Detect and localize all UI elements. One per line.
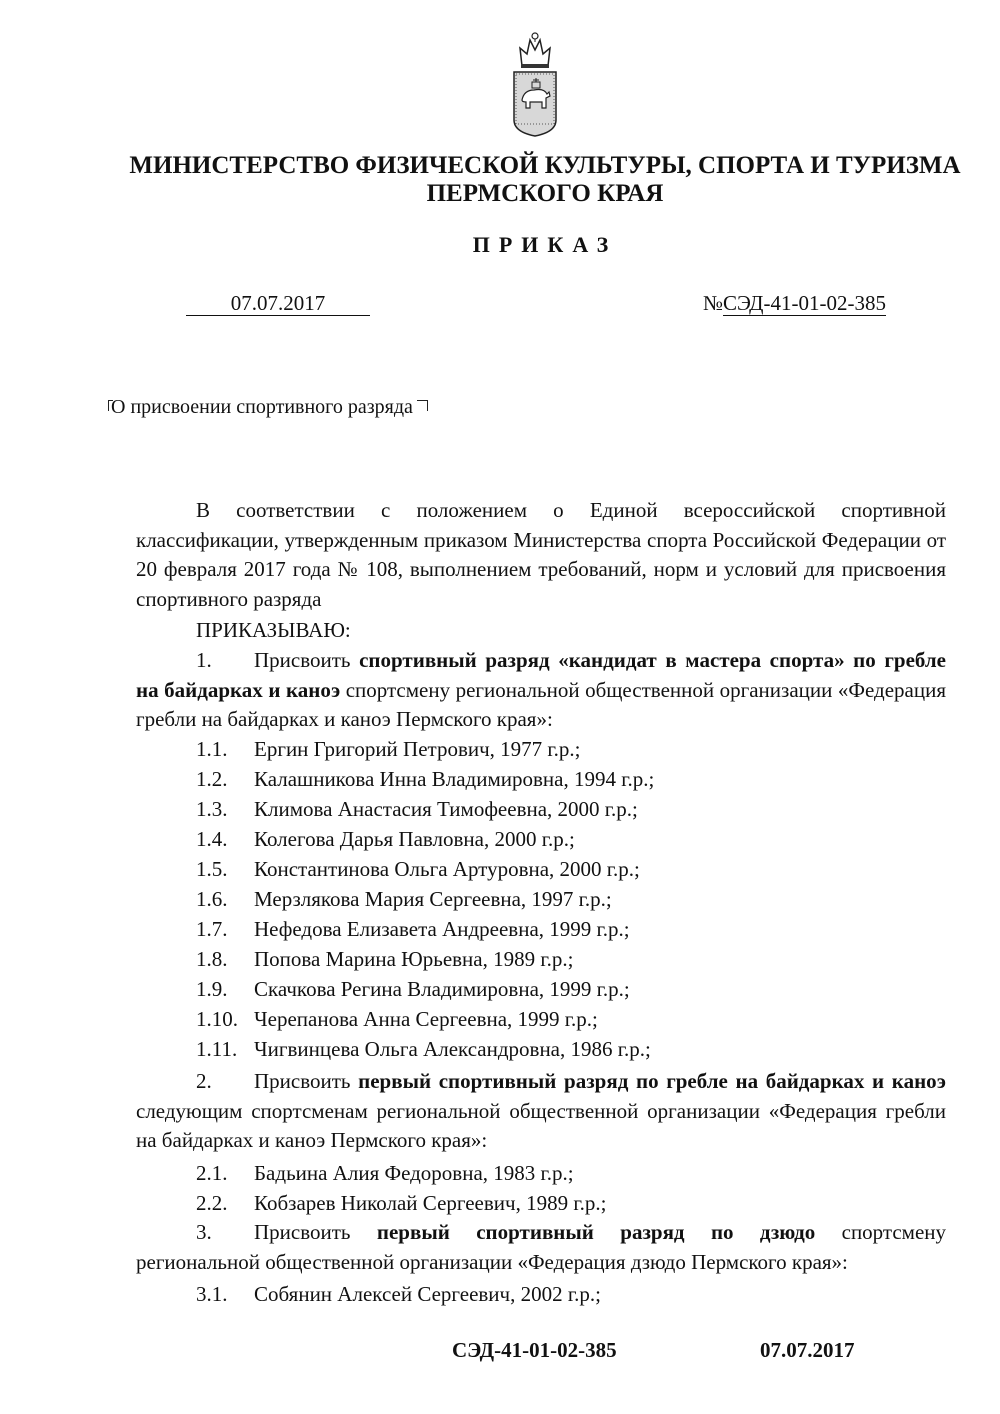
order-subject <box>108 396 428 419</box>
item-number: 3. <box>196 1220 212 1244</box>
order-date: 07.07.2017 <box>186 291 370 316</box>
order-number <box>703 291 886 315</box>
item-text-post: следующим спортсменам региональной общественной организации «Федерация гребли на байдарках и каноэ Пермского края»: <box>136 1098 946 1152</box>
list-item: 1.1. Ергин Григорий Петрович, 1977 г.р.; <box>196 737 581 761</box>
item-text-bold: спортивный разряд «кандидат в мастера спорта» по гребле на байдарках и каноэ <box>136 648 946 702</box>
list-item: 1.2. Калашникова Инна Владимировна, 1994 г.р.; <box>196 767 655 791</box>
list-item: 1.4. Колегова Дарья Павловна, 2000 г.р.; <box>196 827 575 851</box>
order-number-value: СЭД-41-01-02-385 <box>723 291 886 315</box>
coat-of-arms-emblem <box>512 28 558 138</box>
item-text-pre: Присвоить <box>254 648 360 672</box>
bracket-mark <box>417 400 428 411</box>
item-text-bold: первый спортивный разряд по дзюдо <box>376 1220 816 1244</box>
item-number: 2. <box>196 1069 212 1093</box>
item-text-pre: Присвоить <box>254 1069 359 1093</box>
list-item: 1.3. Климова Анастасия Тимофеевна, 2000 г.р.; <box>196 797 638 821</box>
ministry-name-line-2: ПЕРМСКОГО КРАЯ <box>426 180 664 207</box>
order-item-2 <box>136 1067 946 1156</box>
item-text-post: спортсмену региональной общественной организации «Федерация гребли на байдарках и каноэ Пермского края»: <box>136 677 946 731</box>
list-item: 2.2. Кобзарев Николай Сергеевич, 1989 г.р.; <box>196 1191 607 1215</box>
item-text-pre: Присвоить <box>254 1220 377 1244</box>
order-word: ПРИКАЗЫВАЮ: <box>196 618 351 642</box>
order-item-1 <box>136 646 946 735</box>
footer-date: 07.07.2017 <box>760 1338 855 1362</box>
list-item: 1.6. Мерзлякова Мария Сергеевна, 1997 г.р.; <box>196 887 612 911</box>
number-sign: № <box>703 291 724 315</box>
ministry-name-line-1: МИНИСТЕРСТВО ФИЗИЧЕСКОЙ КУЛЬТУРЫ, СПОРТА И ТУРИЗМА <box>129 152 961 179</box>
item-text-bold: первый спортивный разряд по гребле на байдарках и каноэ <box>358 1069 946 1093</box>
item-number: 1. <box>196 648 212 672</box>
list-item: 3.1. Собянин Алексей Сергеевич, 2002 г.р.; <box>196 1282 601 1306</box>
list-item: 1.7. Нефедова Елизавета Андреевна, 1999 г.р.; <box>196 917 630 941</box>
list-item: 1.9. Скачкова Регина Владимировна, 1999 г.р.; <box>196 977 630 1001</box>
list-item: 1.10. Черепанова Анна Сергеевна, 1999 г.р.; <box>196 1007 598 1031</box>
list-item: 1.5. Константинова Ольга Артуровна, 2000 г.р.; <box>196 857 640 881</box>
subject-text: О присвоении спортивного разряда <box>111 396 413 418</box>
item-text-post: спортсмену региональной общественной организации «Федерация дзюдо Пермского края»: <box>136 1220 947 1274</box>
preamble-text: В соответствии с положением о Единой всероссийской спортивной классификации, утвержденным приказом Министерства спорта Российской Федерации от 20 февраля 2017 года № 108, выполнением требований, норм и условий для присвоения спортивного разряда <box>136 498 946 611</box>
list-item: 1.8. Попова Марина Юрьевна, 1989 г.р.; <box>196 947 574 971</box>
preamble-paragraph <box>136 496 946 614</box>
document-type-title: ПРИКАЗ <box>472 232 618 257</box>
footer-number: СЭД-41-01-02-385 <box>452 1338 617 1362</box>
list-item: 1.11. Чигвинцева Ольга Александровна, 1986 г.р.; <box>196 1037 651 1061</box>
list-item: 2.1. Бадьина Алия Федоровна, 1983 г.р.; <box>196 1161 574 1185</box>
order-item-3 <box>136 1218 946 1277</box>
